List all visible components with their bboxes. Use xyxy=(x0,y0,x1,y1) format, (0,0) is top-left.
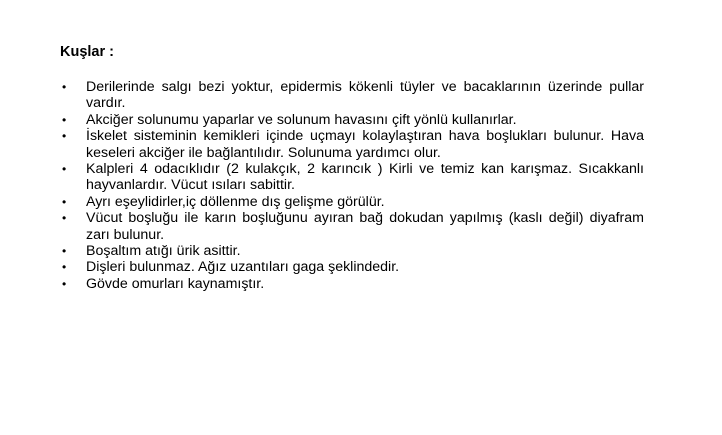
bullet-icon: • xyxy=(62,80,67,94)
bullet-icon: • xyxy=(62,194,67,209)
list-item xyxy=(60,210,644,243)
bullet-list xyxy=(60,79,644,292)
list-item xyxy=(60,79,644,112)
list-item-text: Vücut boşluğu ile karın boşluğunu ayıran bağ dokudan yapılmış (kaslı değil) diyafram zarı bulunur. xyxy=(86,210,644,243)
bullet-icon: • xyxy=(62,244,67,259)
list-item-text: Boşaltım atığı ürik asittir. xyxy=(86,243,241,260)
bullet-icon: • xyxy=(62,129,67,144)
list-item-text: Dişleri bulunmaz. Ağız uzantıları gaga şeklindedir. xyxy=(86,259,400,276)
list-item-text: Ayrı eşeylidirler,iç döllenme dış gelişme görülür. xyxy=(86,193,385,210)
list-item xyxy=(60,128,644,161)
list-item xyxy=(60,276,644,292)
bullet-icon: • xyxy=(62,112,67,127)
list-item xyxy=(60,194,644,210)
document-body xyxy=(60,44,644,292)
list-item-text: Gövde omurları kaynamıştır. xyxy=(86,275,265,292)
list-item xyxy=(60,112,644,128)
bullet-icon: • xyxy=(62,260,67,275)
section-title: Kuşlar : xyxy=(60,44,114,60)
bullet-icon: • xyxy=(62,276,67,291)
list-item xyxy=(60,243,644,259)
list-item-text: Derilerinde salgı bezi yoktur, epidermis kökenli tüyler ve bacaklarının üzerinde pullar vardır. xyxy=(86,79,644,112)
list-item-text: Kalpleri 4 odacıklıdır (2 kulakçık, 2 karıncık ) Kirli ve temiz kan karışmaz. Sıcakkanlı hayvanlardır. Vücut ısıları sabittir. xyxy=(86,161,644,194)
list-item-text: İskelet sisteminin kemikleri içinde uçmayı kolaylaştıran hava boşlukları bulunur. Hava keseleri akciğer ile bağlantılıdır. Solunuma yardımcı olur. xyxy=(86,128,644,161)
bullet-icon: • xyxy=(62,211,67,226)
list-item xyxy=(60,161,644,194)
bullet-icon: • xyxy=(62,162,67,177)
list-item-text: Akciğer solunumu yaparlar ve solunum havasını çift yönlü kullanırlar. xyxy=(86,111,517,128)
list-item xyxy=(60,259,644,275)
